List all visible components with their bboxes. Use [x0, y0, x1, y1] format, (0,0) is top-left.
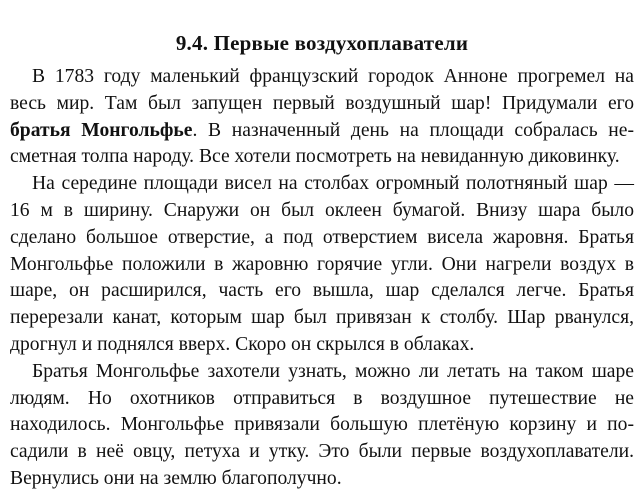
montgolfier-brothers-bold: братья Монгольфье	[10, 119, 193, 141]
document-page	[10, 30, 634, 493]
paragraph-1-text-end: . В назначенный день на площади собралась несметная толпа народу. Все хотели посмотреть на невиданную диковинку.	[10, 119, 634, 168]
paragraph-3: Братья Монгольфье захотели узнать, можно ли летать на таком шаре людям. Но охотников отправиться в воздушное путешествие не находилось. Монгольфье привязали большую плетёную корзину и посадили в неё овцу, петуха и утку. Это были первые воздухоплаватели. Вернулись они на землю благополучно.	[10, 360, 634, 489]
paragraph-1	[10, 64, 634, 171]
paragraph-2: На середине площади висел на столбах огромный полотняный шар — 16 м в ширину. Снаружи он был оклеен бумагой. Внизу шара было сделано большое отверстие, а под отверстием висела жаровня. Братья Монгольфье положили в жаровню горячие угли. Они нагрели воздух в шаре, он расширился, часть его вышла, шар сделался легче. Братья перерезали канат, которым шар был привязан к столбу. Шар рванулся, дрогнул и поднялся вверх. Скоро он скрылся в облаках.	[10, 173, 634, 355]
section-title: 9.4. Первые воздухоплаватели	[175, 31, 469, 55]
paragraph-1-text-start: В 1783 году маленький французский городок Анноне прогремел на весь мир. Там был запущен первый воздушный шар! Придумали его	[10, 66, 634, 114]
